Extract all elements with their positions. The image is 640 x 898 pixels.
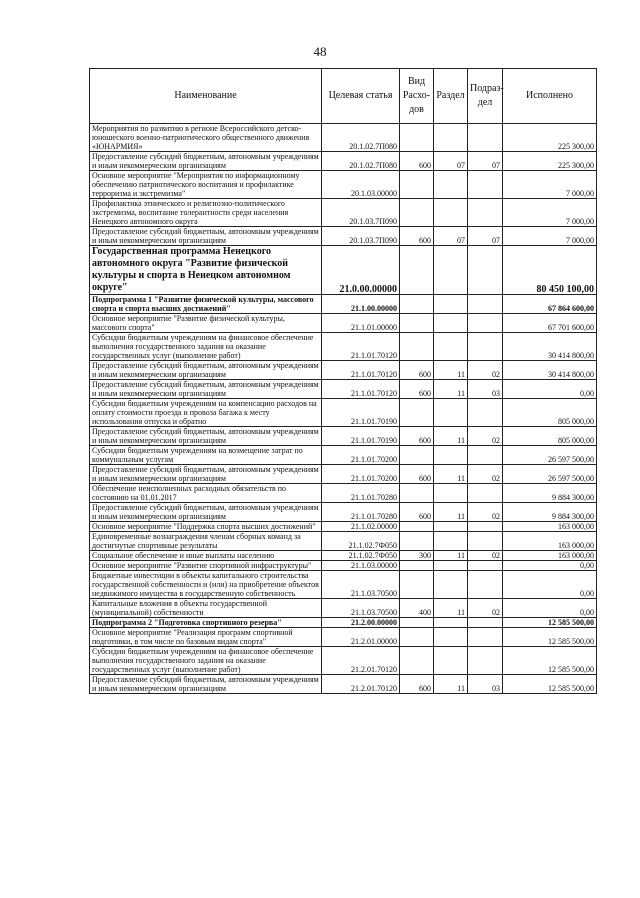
row-vid: [400, 561, 434, 571]
row-razd: 11: [434, 380, 468, 399]
row-code: 21.1.02.00000: [322, 522, 400, 532]
row-amount: 12 585 500,00: [503, 675, 597, 694]
row-podr: [468, 561, 503, 571]
row-vid: 600: [400, 380, 434, 399]
row-razd: 11: [434, 427, 468, 446]
row-vid: 600: [400, 361, 434, 380]
row-name: Основное мероприятие "Поддержка спорта высших достижений": [90, 522, 322, 532]
row-razd: [434, 333, 468, 361]
row-razd: [434, 314, 468, 333]
row-podr: [468, 333, 503, 361]
row-code: 21.2.01.70120: [322, 647, 400, 675]
row-code: 20.1.03.7П090: [322, 199, 400, 227]
row-amount: 12 585 500,00: [503, 618, 597, 628]
row-vid: 600: [400, 152, 434, 171]
row-name: Предоставление субсидий бюджетным, автономным учреждениям и иным некоммерческим организациям: [90, 380, 322, 399]
row-name: Предоставление субсидий бюджетным, автономным учреждениям и иным некоммерческим организациям: [90, 427, 322, 446]
row-vid: [400, 628, 434, 647]
header-isp: Исполнено: [503, 69, 597, 124]
row-razd: [434, 647, 468, 675]
row-vid: [400, 171, 434, 199]
row-vid: [400, 571, 434, 599]
row-name: Мероприятия по развитию в регионе Всероссийского детско-юношеского военно-патриотического общественного движения «ЮНАРМИЯ»: [90, 124, 322, 152]
row-code: 21.1.02.7Ф050: [322, 551, 400, 561]
row-amount: 30 414 800,00: [503, 333, 597, 361]
row-code: 21.1.00.00000: [322, 295, 400, 314]
row-razd: 07: [434, 227, 468, 246]
row-code: 21.1.03.00000: [322, 561, 400, 571]
row-razd: [434, 399, 468, 427]
page-number: 48: [313, 44, 327, 59]
row-razd: [434, 561, 468, 571]
header-vid: Вид Расхо- дов: [400, 69, 434, 124]
table-row: [90, 227, 597, 246]
row-vid: [400, 647, 434, 675]
row-code: 21.2.01.00000: [322, 628, 400, 647]
row-name: Субсидии бюджетным учреждениям на возмещение затрат по коммунальным услугам: [90, 446, 322, 465]
row-podr: [468, 532, 503, 551]
row-razd: [434, 522, 468, 532]
table-row: [90, 675, 597, 694]
row-amount: 805 000,00: [503, 427, 597, 446]
row-name: Обеспечение неисполненных расходных обязательств по состоянию на 01.01.2017: [90, 484, 322, 503]
row-name: Капитальные вложения в объекты государственной (муниципальной) собственности: [90, 599, 322, 618]
row-code: 21.1.02.7Ф050: [322, 532, 400, 551]
row-podr: 07: [468, 227, 503, 246]
row-amount: 7 000,00: [503, 171, 597, 199]
row-podr: [468, 628, 503, 647]
header-name: Наименование: [90, 69, 322, 124]
row-amount: 67 864 600,00: [503, 295, 597, 314]
row-vid: [400, 618, 434, 628]
row-code: 20.1.03.00000: [322, 171, 400, 199]
row-code: 21.2.00.00000: [322, 618, 400, 628]
row-podr: [468, 124, 503, 152]
row-name: Субсидии бюджетным учреждениям на финансовое обеспечение выполнения государственного задания на оказание государственных услуг (выполнение работ): [90, 647, 322, 675]
row-podr: 02: [468, 427, 503, 446]
row-amount: 163 000,00: [503, 522, 597, 532]
row-code: 21.1.01.70190: [322, 399, 400, 427]
table-header-row: [90, 69, 597, 124]
row-vid: 600: [400, 427, 434, 446]
row-amount: 80 450 100,00: [503, 246, 597, 295]
row-razd: 11: [434, 465, 468, 484]
row-vid: [400, 399, 434, 427]
row-podr: [468, 295, 503, 314]
row-razd: [434, 571, 468, 599]
row-amount: 12 585 500,00: [503, 628, 597, 647]
row-podr: [468, 571, 503, 599]
row-amount: 805 000,00: [503, 399, 597, 427]
row-name: Бюджетные инвестиции в объекты капитального строительства государственной собственности и (или) на приобретение объектов недвижимого имущества в государственную собственность: [90, 571, 322, 599]
row-amount: 30 414 800,00: [503, 361, 597, 380]
row-name: Предоставление субсидий бюджетным, автономным учреждениям и иным некоммерческим организациям: [90, 675, 322, 694]
row-podr: 02: [468, 551, 503, 561]
row-code: 21.1.01.70280: [322, 503, 400, 522]
row-vid: 400: [400, 599, 434, 618]
row-code: 21.1.01.70120: [322, 361, 400, 380]
header-podr: Подраз- дел: [468, 69, 503, 124]
row-vid: [400, 124, 434, 152]
row-vid: [400, 532, 434, 551]
table-row: [90, 628, 597, 647]
table-row: [90, 618, 597, 628]
row-amount: 0,00: [503, 561, 597, 571]
row-vid: [400, 295, 434, 314]
row-podr: [468, 399, 503, 427]
row-name: Предоставление субсидий бюджетным, автономным учреждениям и иным некоммерческим организациям: [90, 152, 322, 171]
row-vid: 300: [400, 551, 434, 561]
row-vid: 600: [400, 503, 434, 522]
row-name: Основное мероприятие "Мероприятия по информационному обеспечению патриотического воспитания и профилактике терроризма и экстремизма": [90, 171, 322, 199]
row-vid: [400, 246, 434, 295]
row-code: 20.1.02.7П080: [322, 124, 400, 152]
header-code: Целевая статья: [322, 69, 400, 124]
row-amount: 0,00: [503, 380, 597, 399]
table-row: [90, 295, 597, 314]
row-podr: 02: [468, 599, 503, 618]
row-podr: 03: [468, 675, 503, 694]
row-razd: 11: [434, 503, 468, 522]
row-podr: [468, 618, 503, 628]
row-razd: 11: [434, 551, 468, 561]
table-row: [90, 465, 597, 484]
table-row: [90, 551, 597, 561]
row-razd: [434, 628, 468, 647]
table-row: [90, 427, 597, 446]
table-row: [90, 399, 597, 427]
row-podr: [468, 484, 503, 503]
row-vid: [400, 314, 434, 333]
row-amount: 0,00: [503, 599, 597, 618]
table-row: [90, 446, 597, 465]
table-row: [90, 314, 597, 333]
table-row: [90, 171, 597, 199]
row-razd: [434, 532, 468, 551]
row-vid: [400, 484, 434, 503]
row-code: 21.1.01.70200: [322, 465, 400, 484]
row-podr: 02: [468, 503, 503, 522]
row-code: 21.1.01.70280: [322, 484, 400, 503]
table-row: [90, 333, 597, 361]
budget-table: [89, 68, 597, 694]
row-podr: 07: [468, 152, 503, 171]
row-name: Подпрограмма 1 "Развитие физической культуры, массового спорта и спорта высших достижений": [90, 295, 322, 314]
row-amount: 163 000,00: [503, 551, 597, 561]
row-name: Основное мероприятие "Развитие физической культуры, массового спорта": [90, 314, 322, 333]
row-amount: 7 000,00: [503, 199, 597, 227]
row-amount: 9 884 300,00: [503, 503, 597, 522]
table-row: [90, 561, 597, 571]
row-name: Основное мероприятие "Развитие спортивной инфраструктуры": [90, 561, 322, 571]
row-amount: 9 884 300,00: [503, 484, 597, 503]
row-razd: 07: [434, 152, 468, 171]
row-name: Предоставление субсидий бюджетным, автономным учреждениям и иным некоммерческим организациям: [90, 227, 322, 246]
row-razd: [434, 246, 468, 295]
row-name: Единовременные вознаграждения членам сборных команд за достигнутые спортивные результаты: [90, 532, 322, 551]
row-amount: 163 000,00: [503, 532, 597, 551]
row-podr: [468, 246, 503, 295]
row-amount: 26 597 500,00: [503, 446, 597, 465]
row-razd: 11: [434, 361, 468, 380]
row-podr: [468, 314, 503, 333]
row-name: Подпрограмма 2 "Подготовка спортивного резерва": [90, 618, 322, 628]
row-code: 21.1.01.70120: [322, 333, 400, 361]
table-row: [90, 380, 597, 399]
row-podr: 03: [468, 380, 503, 399]
header-razd: Раздел: [434, 69, 468, 124]
row-razd: [434, 171, 468, 199]
row-amount: 225 300,00: [503, 124, 597, 152]
row-vid: 600: [400, 465, 434, 484]
row-vid: 600: [400, 227, 434, 246]
table-row: [90, 361, 597, 380]
row-amount: 225 300,00: [503, 152, 597, 171]
row-code: 21.1.01.70190: [322, 427, 400, 446]
table-row: [90, 503, 597, 522]
row-code: 21.1.01.70120: [322, 380, 400, 399]
table-row: [90, 522, 597, 532]
row-code: 21.1.01.70200: [322, 446, 400, 465]
table-row: [90, 647, 597, 675]
row-name: Субсидии бюджетным учреждениям на финансовое обеспечение выполнения государственного задания на оказание государственных услуг (выполнение работ): [90, 333, 322, 361]
row-code: 20.1.03.7П090: [322, 227, 400, 246]
row-name: Основное мероприятие "Реализация программ спортивной подготовки, в том числе по базовым видам спорта": [90, 628, 322, 647]
row-vid: 600: [400, 675, 434, 694]
row-amount: 7 000,00: [503, 227, 597, 246]
table-row: [90, 599, 597, 618]
row-name: Социальное обеспечение и иные выплаты населению: [90, 551, 322, 561]
row-code: 21.1.01.00000: [322, 314, 400, 333]
row-name: Предоставление субсидий бюджетным, автономным учреждениям и иным некоммерческим организациям: [90, 503, 322, 522]
row-razd: [434, 618, 468, 628]
row-podr: [468, 199, 503, 227]
row-podr: [468, 522, 503, 532]
row-podr: 02: [468, 465, 503, 484]
row-name: Предоставление субсидий бюджетным, автономным учреждениям и иным некоммерческим организациям: [90, 465, 322, 484]
row-amount: 12 585 500,00: [503, 647, 597, 675]
row-razd: [434, 124, 468, 152]
row-podr: 02: [468, 361, 503, 380]
row-name: Государственная программа Ненецкого автономного округа "Развитие физической культуры и спорта в Ненецком автономном округе": [90, 246, 322, 295]
row-podr: [468, 446, 503, 465]
row-razd: 11: [434, 675, 468, 694]
row-code: 20.1.02.7П080: [322, 152, 400, 171]
table-row: [90, 571, 597, 599]
row-razd: [434, 295, 468, 314]
row-razd: [434, 446, 468, 465]
row-name: Субсидии бюджетным учреждениям на компенсацию расходов на оплату стоимости проезда и провоза багажа к месту использования отпуска и обратно: [90, 399, 322, 427]
row-vid: [400, 446, 434, 465]
row-name: Профилактика этнического и религиозно-политического экстремизма, воспитание толерантности среди населения Ненецкого автономного округа: [90, 199, 322, 227]
row-amount: 0,00: [503, 571, 597, 599]
row-amount: 26 597 500,00: [503, 465, 597, 484]
table-row: [90, 152, 597, 171]
row-code: 21.1.03.70500: [322, 571, 400, 599]
row-code: 21.2.01.70120: [322, 675, 400, 694]
row-razd: [434, 484, 468, 503]
row-vid: [400, 333, 434, 361]
table-row: [90, 246, 597, 295]
table-row: [90, 124, 597, 152]
row-razd: 11: [434, 599, 468, 618]
row-vid: [400, 522, 434, 532]
table-row: [90, 199, 597, 227]
table-row: [90, 532, 597, 551]
row-code: 21.1.03.70500: [322, 599, 400, 618]
row-vid: [400, 199, 434, 227]
row-code: 21.0.00.00000: [322, 246, 400, 295]
row-amount: 67 701 600,00: [503, 314, 597, 333]
table-row: [90, 484, 597, 503]
row-name: Предоставление субсидий бюджетным, автономным учреждениям и иным некоммерческим организациям: [90, 361, 322, 380]
row-podr: [468, 171, 503, 199]
row-razd: [434, 199, 468, 227]
row-podr: [468, 647, 503, 675]
